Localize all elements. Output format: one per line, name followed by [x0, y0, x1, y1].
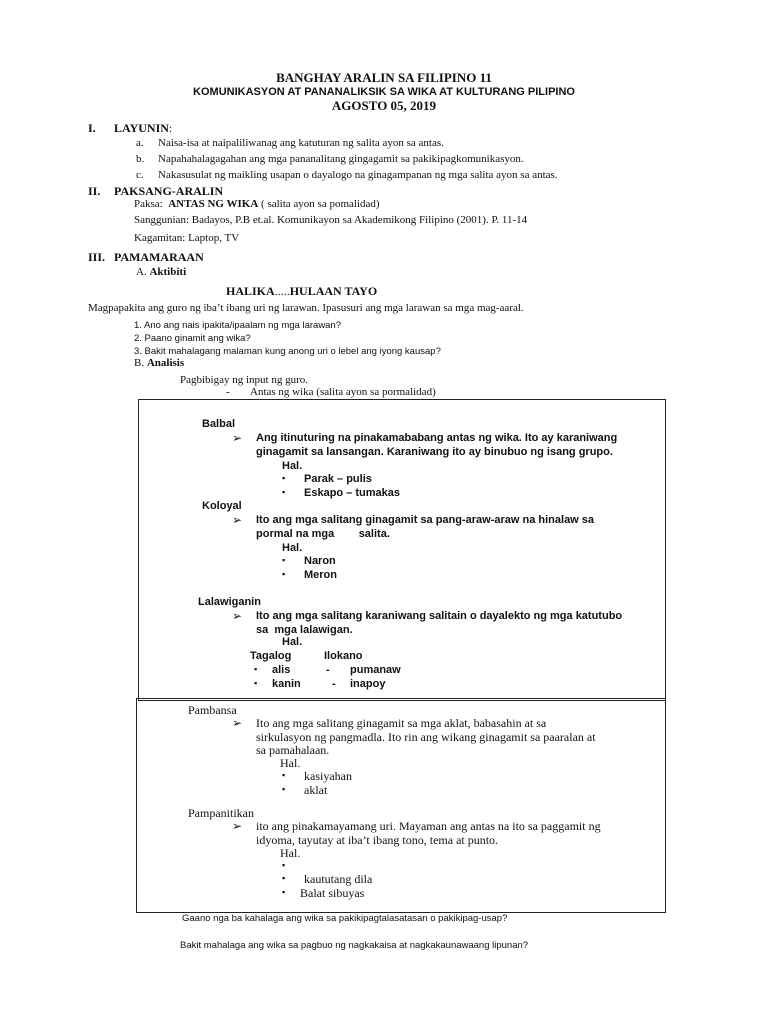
input-subtopic: Antas ng wika (salita ayon sa pormalidad) [250, 386, 436, 398]
hal-label: Hal. [282, 542, 303, 554]
bullet-icon: ▪ [282, 569, 286, 579]
aktibiti-letter: A. [136, 266, 147, 278]
section-number: I. [88, 121, 96, 135]
tagalog-word: alis [272, 664, 291, 676]
ilokano-word: pumanaw [350, 664, 401, 676]
paksa-label: Paksa: [134, 198, 163, 210]
antas-title-koloyal: Koloyal [202, 500, 242, 512]
hal-label: Hal. [282, 460, 303, 472]
section-number: II. [88, 184, 101, 198]
activity-dots: ..... [274, 284, 290, 298]
bullet-icon: ▪ [282, 873, 286, 883]
koloyal-desc: pormal na mga salita. [256, 528, 390, 540]
activity-title-b: HULAAN TAYO [289, 284, 378, 298]
pampanitikan-desc: idyoma, tayutay at iba’t ibang tono, tema at punto. [256, 833, 499, 847]
pampanitikan-desc: ito ang pinakamayamang uri. Mayaman ang antas na ito sa paggamit ng [256, 819, 601, 833]
example-item: Balat sibuyas [300, 886, 365, 900]
question-item: 1. Ano ang nais ipakita/ipaalam ng mga larawan? [134, 320, 342, 331]
teacher-input: Pagbibigay ng input ng guro. [180, 374, 309, 386]
pambansa-desc: sirkulasyon ng pangmadla. Ito rin ang wikang ginagamit sa paaralan at [256, 730, 596, 744]
paksa-note: ( salita ayon sa pomalidad) [261, 198, 380, 210]
bullet-icon: ▪ [282, 784, 286, 794]
antas-title-pampanitikan: Pampanitikan [188, 806, 254, 820]
section-heading-layunin [114, 121, 172, 136]
lalawiganin-desc: sa mga lalawigan. [256, 624, 353, 636]
balbal-desc: ginagamit sa lansangan. Karaniwang ito ay binubuo ng isang grupo. [256, 446, 613, 458]
bullet-icon: ▪ [254, 664, 258, 674]
reflection-question: Bakit mahalaga ang wika sa pagbuo ng nagkakaisa at nagkakaunawaang lipunan? [180, 940, 529, 951]
example-item: Parak – pulis [304, 473, 372, 485]
question-item: 3. Bakit mahalagang malaman kung anong uri o lebel ang iyong kausap? [134, 346, 441, 357]
section-heading-paksa: PAKSANG-ARALIN [114, 184, 224, 198]
koloyal-desc: Ito ang mga salitang ginagamit sa pang-araw-araw na hinalaw sa [256, 514, 595, 526]
kagamitan: Kagamitan: Laptop, TV [134, 232, 240, 244]
heading-colon: : [168, 121, 173, 135]
analisis-label: Analisis [146, 357, 185, 369]
paksa-line [134, 198, 380, 210]
column-header-ilokano: Ilokano [324, 650, 363, 662]
example-item: aklat [304, 783, 328, 797]
example-item: Eskapo – tumakas [304, 487, 400, 499]
antas-title-pambansa: Pambansa [188, 703, 237, 717]
bullet-icon: ▪ [282, 473, 286, 483]
activity-title-a: HALIKA [226, 284, 275, 298]
analisis-letter: B. [134, 357, 145, 369]
objective-label: a. [136, 137, 144, 149]
sanggunian: Sanggunian: Badayos, P.B et.al. Komunikayon sa Akademikong Filipino (2001). P. 11-14 [134, 214, 528, 226]
activity-instruction: Magpapakita ang guro ng iba’t ibang uri ng larawan. Ipasusuri ang mga larawan sa mga mag-aaral. [88, 302, 524, 314]
document-subtitle: KOMUNIKASYON AT PANANALIKSIK SA WIKA AT KULTURANG PILIPINO [193, 86, 575, 98]
section-heading-pamamaraan: PAMAMARAAN [114, 250, 204, 264]
aktibiti-heading [136, 266, 186, 278]
bullet-icon: ▪ [282, 770, 286, 780]
analisis-heading [134, 357, 184, 369]
hal-label: Hal. [280, 846, 301, 860]
pambansa-desc: Ito ang mga salitang ginagamit sa mga aklat, babasahin at sa [256, 716, 547, 730]
section-number: III. [88, 250, 106, 264]
objective-label: b. [136, 153, 145, 165]
example-item: Meron [304, 569, 337, 581]
arrow-icon: ➢ [232, 609, 243, 623]
dash: - [332, 678, 336, 690]
ilokano-word: inapoy [350, 678, 386, 690]
hal-label: Hal. [280, 756, 301, 770]
bullet-icon: ▪ [254, 678, 258, 688]
arrow-icon: ➢ [232, 819, 243, 833]
bullet-icon: ▪ [282, 555, 286, 565]
arrow-icon: ➢ [232, 716, 243, 730]
objective-text: Naisa-isa at naipaliliwanag ang katuturan ng salita ayon sa antas. [158, 137, 444, 149]
objective-label: c. [136, 169, 144, 181]
bullet-icon: ▪ [282, 887, 286, 897]
lalawiganin-desc: Ito ang mga salitang karaniwang salitain o dayalekto ng mga katutubo [256, 610, 623, 622]
example-item: kaututang dila [304, 872, 373, 886]
hal-label: Hal. [282, 636, 303, 648]
dash: - [326, 664, 330, 676]
antas-box-upper [138, 399, 666, 701]
arrow-icon: ➢ [232, 513, 243, 527]
bullet-icon: ▪ [282, 487, 286, 497]
balbal-desc: Ang itinuturing na pinakamababang antas ng wika. Ito ay karaniwang [256, 432, 618, 444]
document-date: AGOSTO 05, 2019 [331, 98, 437, 113]
input-dash: - [226, 386, 230, 398]
antas-title-balbal: Balbal [202, 418, 236, 430]
arrow-icon: ➢ [232, 431, 243, 445]
antas-title-lalawiganin: Lalawiganin [198, 596, 261, 608]
paksa-title: ANTAS NG WIKA [168, 198, 259, 210]
activity-title [226, 284, 377, 299]
bullet-icon: ▪ [282, 860, 286, 870]
example-item: Naron [304, 555, 336, 567]
question-item: 2. Paano ginamit ang wika? [134, 333, 251, 344]
tagalog-word: kanin [272, 678, 301, 690]
aktibiti-label: Aktibiti [149, 266, 187, 278]
example-item: kasiyahan [304, 769, 352, 783]
objective-text: Nakasusulat ng maikling usapan o dayalogo na ginagampanan ng mga salita ayon sa antas. [158, 169, 558, 181]
document-title: BANGHAY ARALIN SA FILIPINO 11 [276, 70, 492, 85]
column-header-tagalog: Tagalog [250, 650, 292, 662]
heading-text: LAYUNIN [114, 121, 169, 135]
objective-text: Napahahalagagahan ang mga pananalitang gingagamit sa pakikipagkomunikasyon. [158, 153, 524, 165]
pambansa-desc: sa pamahalaan. [256, 743, 330, 757]
reflection-question: Gaano nga ba kahalaga ang wika sa pakikipagtalasatasan o pakikipag-usap? [182, 913, 508, 924]
